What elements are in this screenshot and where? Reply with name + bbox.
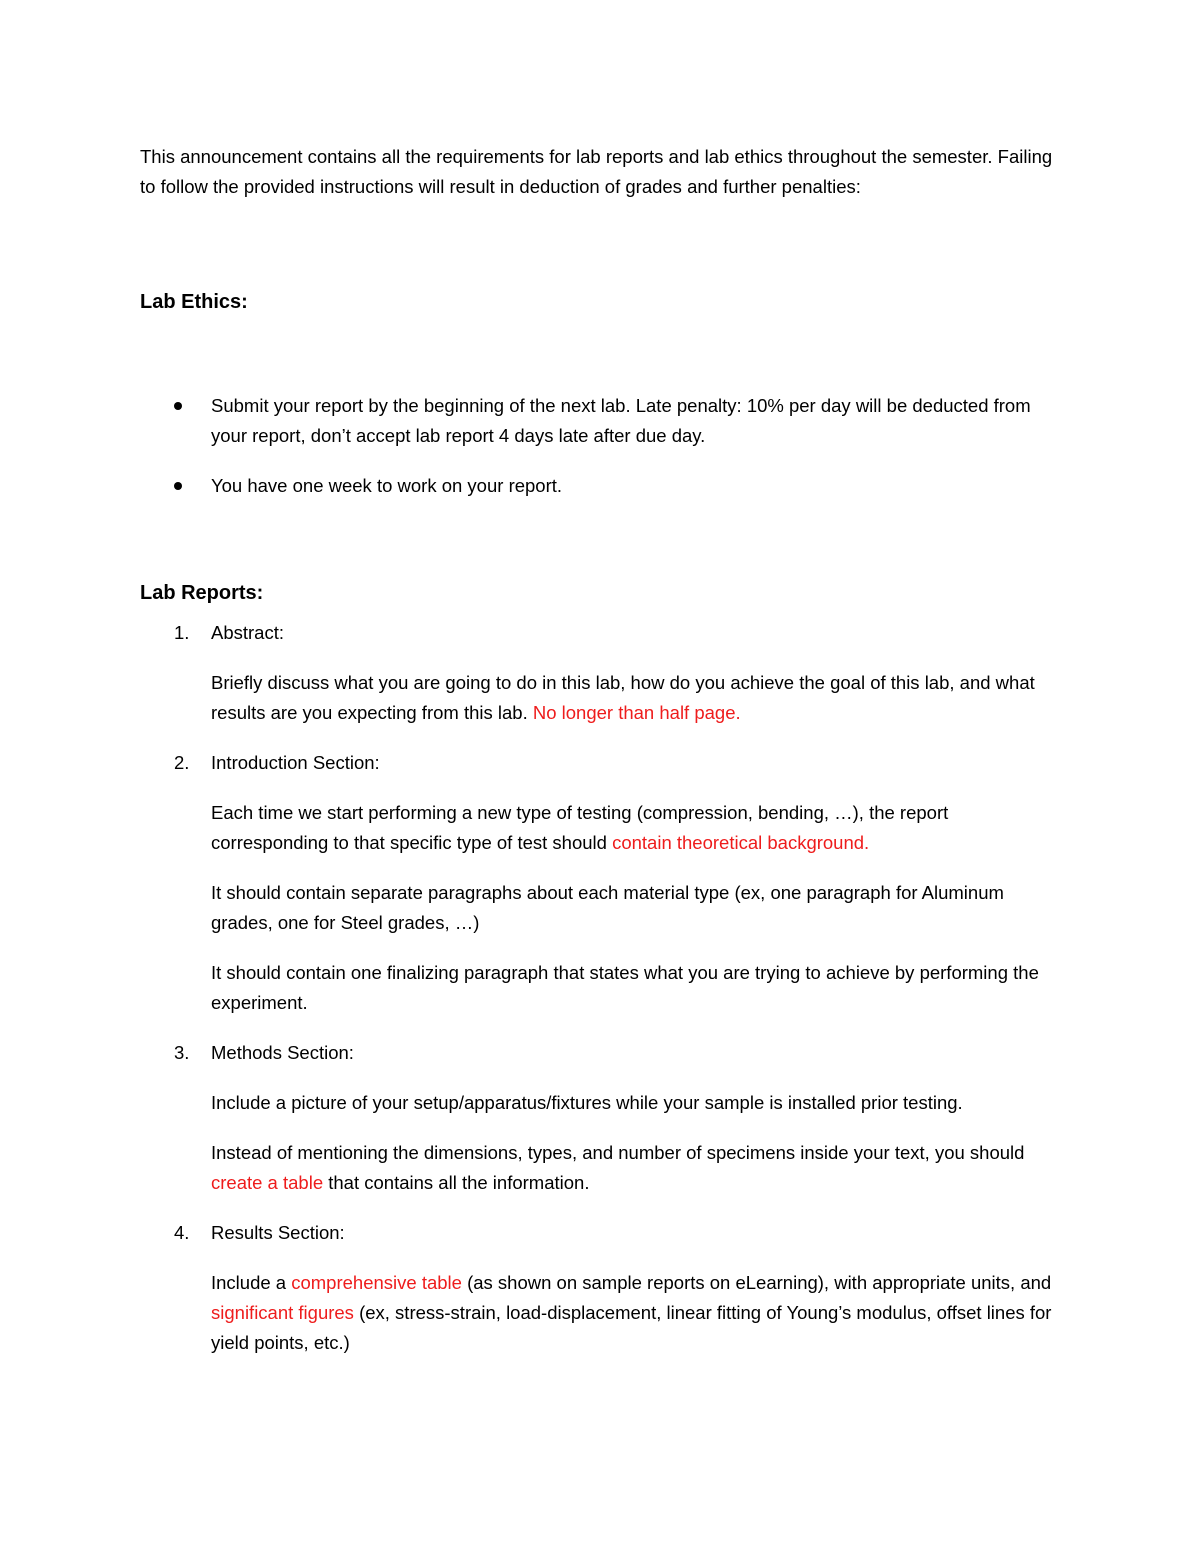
item-number: 3. [174, 1042, 190, 1063]
introduction-paragraph-1 [211, 798, 1060, 858]
text-span: (ex, stress-strain, load-displacement, linear fitting of Young’s modulus, offset lines for yield points, etc.) [211, 1302, 1052, 1353]
bullet-icon [174, 402, 182, 410]
intro-paragraph: This announcement contains all the requirements for lab reports and lab ethics throughout the semester. Failing to follow the provided instructions will result in deduction of grades and further penalties: [140, 146, 1053, 197]
methods-paragraph-1: Include a picture of your setup/apparatus/fixtures while your sample is installed prior testing. [211, 1092, 963, 1113]
highlight-text: significant figures [211, 1302, 354, 1323]
item-title: Introduction Section: [211, 752, 380, 773]
list-item-results [140, 1218, 1060, 1358]
introduction-paragraph-3: It should contain one finalizing paragraph that states what you are trying to achieve by performing the experiment. [211, 962, 1039, 1013]
list-item-abstract [140, 618, 1060, 728]
results-paragraph [211, 1268, 1060, 1358]
highlight-text: create a table [211, 1172, 324, 1193]
lab-reports-heading: Lab Reports: [140, 582, 264, 604]
highlight-text: comprehensive table [291, 1272, 462, 1293]
text-span: Each time we start performing a new type of testing (compression, bending, …), the report corresponding to that specific type of test should [211, 802, 949, 853]
item-number: 1. [174, 622, 190, 643]
text-span: Briefly discuss what you are going to do in this lab, how do you achieve the goal of this lab, and what results are you expecting from this lab. [211, 672, 1035, 723]
text-span: that contains all the information. [323, 1172, 590, 1193]
introduction-paragraph-2: It should contain separate paragraphs about each material type (ex, one paragraph for Aluminum grades, one for Steel grades, …) [211, 882, 1004, 933]
item-number: 4. [174, 1222, 190, 1243]
text-span: Include a [211, 1272, 292, 1293]
list-item-introduction [140, 748, 1060, 1018]
bullet-text: You have one week to work on your report. [211, 475, 563, 496]
highlight-text: No longer than half page. [532, 702, 741, 723]
bullet-text: Submit your report by the beginning of the next lab. Late penalty: 10% per day will be deducted from your report, don’t accept lab report 4 days late after due day. [211, 395, 1031, 446]
item-number: 2. [174, 752, 190, 773]
list-item [140, 391, 1060, 451]
item-title: Abstract: [211, 622, 284, 643]
lab-reports-list [140, 618, 1060, 1358]
lab-ethics-list [140, 391, 1060, 501]
list-item [140, 471, 1060, 501]
item-title: Results Section: [211, 1222, 345, 1243]
highlight-text: contain theoretical background. [612, 832, 870, 853]
lab-ethics-heading: Lab Ethics: [140, 291, 248, 313]
item-title: Methods Section: [211, 1042, 354, 1063]
text-span: (as shown on sample reports on eLearning), with appropriate units, and [461, 1272, 1052, 1293]
bullet-icon [174, 482, 182, 490]
text-span: Instead of mentioning the dimensions, types, and number of specimens inside your text, you should [211, 1142, 1025, 1163]
abstract-paragraph [211, 668, 1060, 728]
list-item-methods [140, 1038, 1060, 1198]
methods-paragraph-2 [211, 1138, 1060, 1198]
